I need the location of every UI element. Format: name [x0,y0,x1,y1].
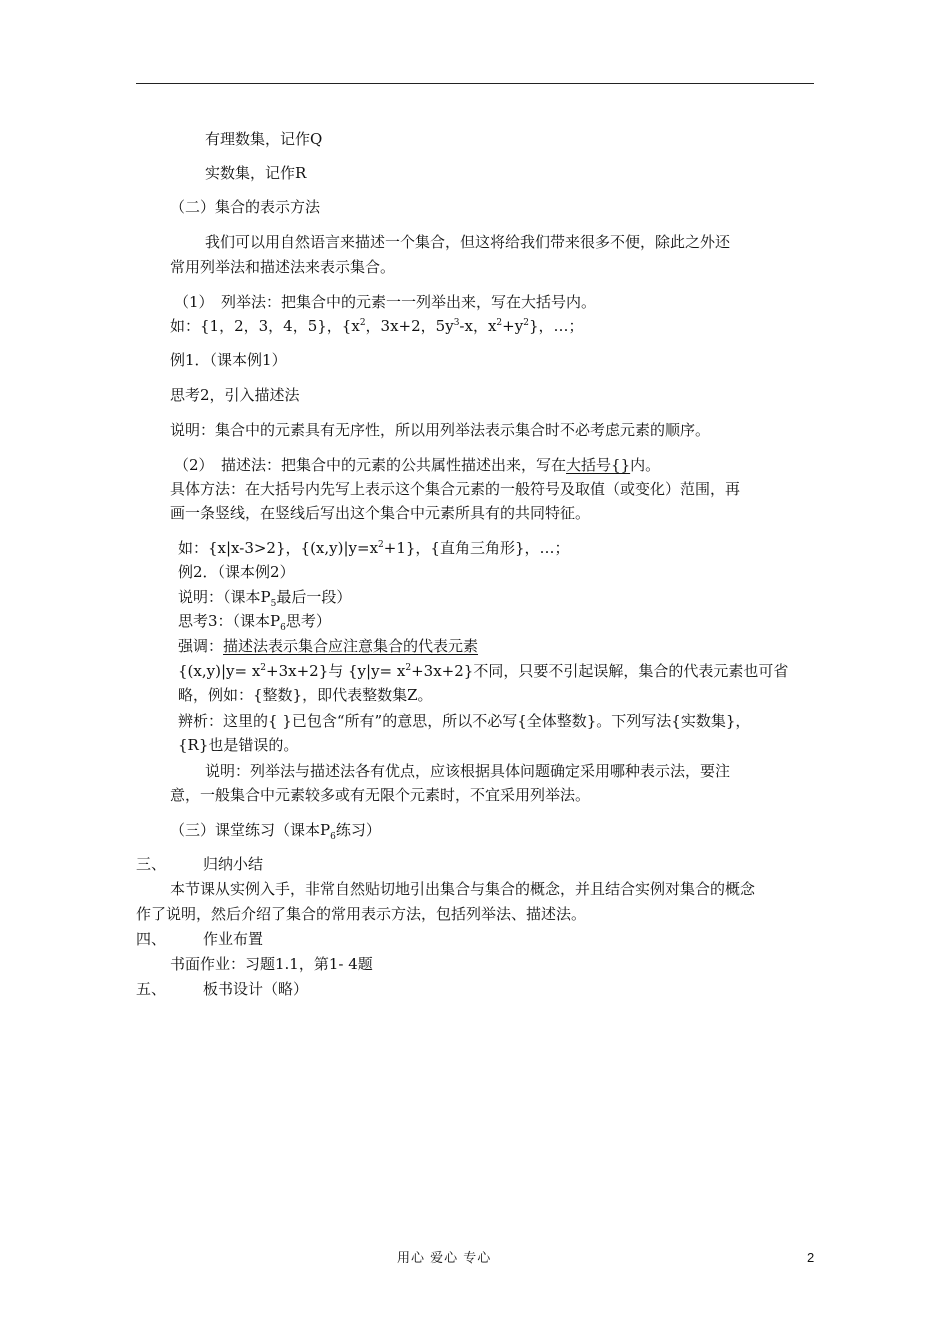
paragraph-natural-language-1: 我们可以用自然语言来描述一个集合，但这将给我们带来很多不便，除此之外还 [205,233,731,251]
section-5-title: 板书设计（略） [203,980,309,998]
section-5-number: 五、 [136,980,167,998]
section-heading-representation: （二）集合的表示方法 [170,198,321,216]
paragraph-natural-language-2: 常用列举法和描述法来表示集合。 [170,258,396,276]
listing-method-heading: （1） 列举法：把集合中的元素一一列举出来，写在大括号内。 [174,293,597,311]
description-method-example: 如：{x|x-3>2}，$\{(x,y)|y=x^2+1\}$，{直角三角形}，…； [178,539,570,557]
description-method-detail-1: 具体方法：在大括号内先写上表示这个集合元素的一般符号及取值（或变化）范围，再 [170,480,741,498]
section-4-number: 四、 [136,930,167,948]
description-method-heading: （2） 描述法：把集合中的元素的公共属性描述出来，写在大括号{}内。 [174,456,661,474]
example-2: 例2．（课本例2） [178,563,295,581]
summary-paragraph-2: 作了说明，然后介绍了集合的常用表示方法，包括列举法、描述法。 [136,905,587,923]
comparison-sets-1: $\{(x,y)|y= x^2+3x+2\}$与 $\{y|y= x^2+3x+2\}$不同，只要不引起误解，集合的代表元素也可省 [178,662,789,680]
emphasis-representative-element: 强调：描述法表示集合应注意集合的代表元素 [178,637,479,655]
section-4-title: 作业布置 [203,930,264,948]
note-pros-cons-2: 意，一般集合中元素较多或有无限个元素时，不宜采用列举法。 [170,786,591,804]
comparison-sets-2: 略，例如：{整数}，即代表整数集Z。 [178,686,433,704]
analysis-1: 辨析：这里的{ }已包含“所有”的意思，所以不必写{全体整数}。下列写法{实数集}， [178,712,751,730]
think-2: 思考2，引入描述法 [170,386,300,404]
page-number: 2 [807,1250,815,1265]
homework-line: 书面作业：习题1.1，第1- 4题 [170,955,373,973]
note-unordered: 说明：集合中的元素具有无序性，所以用列举法表示集合时不必考虑元素的顺序。 [170,421,711,439]
summary-paragraph-1: 本节课从实例入手，非常自然贴切地引出集合与集合的概念，并且结合实例对集合的概念 [170,880,756,898]
analysis-2: {R}也是错误的。 [178,736,299,754]
think-3: 思考3：（课本$P_6$思考） [178,612,331,633]
section-3-number: 三、 [136,855,167,873]
note-pros-cons-1: 说明：列举法与描述法各有优点，应该根据具体问题确定采用哪种表示法，要注 [205,762,731,780]
footer-motto: 用心 爱心 专心 [397,1251,492,1266]
header-rule [136,83,814,84]
listing-method-example: 如：{1，2，3，4，5}，{$x^2$，3x+2，$5y^3-x$，$x^2+y^2$}，…； [170,317,584,335]
line-rational-set: 有理数集，记作Q [205,130,323,148]
line-real-set: 实数集，记作R [205,164,307,182]
description-method-detail-2: 画一条竖线，在竖线后写出这个集合中元素所具有的共同特征。 [170,504,591,522]
note-textbook-p5: 说明：（课本$P_5$最后一段） [178,588,352,609]
section-class-practice: （三）课堂练习（课本$P_6$练习） [170,821,381,842]
section-3-title: 归纳小结 [203,855,264,873]
example-1: 例1．（课本例1） [170,351,287,369]
